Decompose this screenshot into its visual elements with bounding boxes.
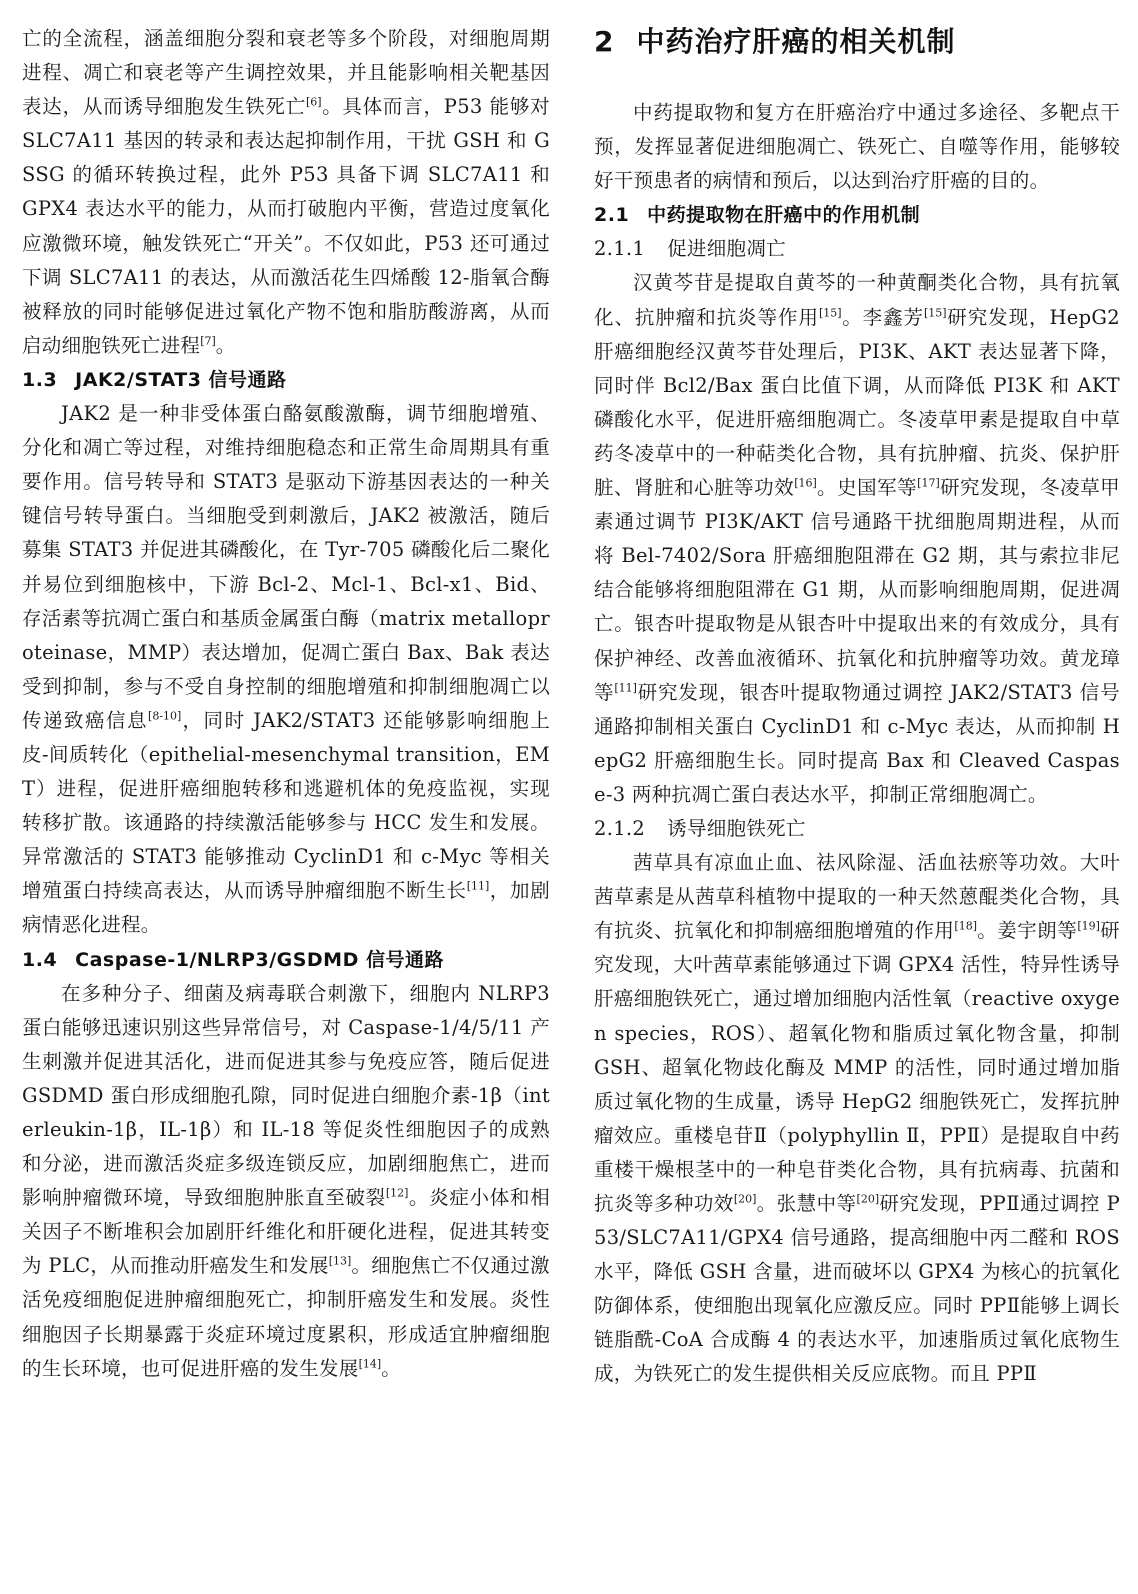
paragraph-continued [22, 22, 550, 363]
citation: [12] [385, 1186, 409, 1200]
paragraph-jak2 [22, 397, 550, 943]
citation: [19] [1077, 919, 1100, 933]
text-run: 在多种分子、细菌及病毒联合刺激下，细胞内 NLRP3 蛋白能够迅速识别这些异常信号，对 Caspase-1/4/5/11 产生刺激并促进其活化，进而促进其参与免疫应答，随后促进 GSDMD 蛋白形成细胞孔隙，同时促进白细胞介素-1β（interleukin-1β，IL-1β）和 IL-18 等促炎性细胞因子的成熟和分泌，进而激活炎症多级连锁反应，加剧细胞焦亡，进而影响肿瘤微环境，导致细胞肿胀直至破裂 [22, 981, 550, 1210]
paragraph-apoptosis [594, 266, 1120, 812]
section-heading-2-1 [594, 198, 1120, 232]
text-run: 。李鑫芳 [841, 305, 924, 329]
paragraph-ferroptosis [594, 846, 1120, 1392]
section-heading-1-4 [22, 943, 550, 977]
section-number: 2.1 [594, 204, 630, 227]
text-run: 研究发现，大叶茜草素能够通过下调 GPX4 活性，特异性诱导肝癌细胞铁死亡，通过增加细胞内活性氧（reactive oxygen species，ROS）、超氧化物和脂质过氧化物含量，抑制 GSH、超氧化物歧化酶及 MMP 的活性，同时通过增加脂质过氧化物的生成量，诱导 HepG2 细胞铁死亡，发挥抗肿瘤效应。重楼皂苷Ⅱ（polyphyllin Ⅱ，PPⅡ）是提取自中药重楼干燥根茎中的一种皂苷类化合物，具有抗病毒、抗菌和抗炎等多种功效 [594, 919, 1120, 1215]
text-run: 研究发现，HepG2 肝癌细胞经汉黄芩苷处理后，PI3K、AKT 表达显著下降，同时伴 Bcl2/Bax 蛋白比值下调，从而降低 PI3K 和 AKT 磷酸化水平，促进肝癌细胞凋亡。冬凌草甲素是提取自中草药冬凌草中的一种萜类化合物，具有抗肿瘤、抗炎、保护肝脏、肾脏和心脏等功效 [594, 305, 1121, 500]
text-run: 。张慧中等 [756, 1192, 857, 1215]
citation: [17] [917, 476, 940, 490]
citation: [13] [328, 1254, 352, 1268]
chapter-number: 2 [594, 25, 615, 58]
section-title: 中药提取物在肝癌中的作用机制 [647, 204, 921, 227]
text-run: 研究发现，冬凌草甲素通过调节 PI3K/AKT 信号通路干扰细胞周期进程，从而将 Bel-7402/Sora 肝癌细胞阻滞在 G2 期，其与索拉非尼结合能够将细胞阻滞在 G1 期，从而影响细胞周期，促进凋亡。银杏叶提取物是从银杏叶中提取出来的有效成分，具有保护神经、改善血液循环、抗氧化和抗肿瘤等功效。黄龙璋等 [594, 476, 1120, 704]
paragraph-nlrp3 [22, 977, 550, 1386]
citation: [14] [358, 1357, 382, 1371]
chapter-title: 中药治疗肝癌的相关机制 [636, 25, 956, 58]
citation: [20] [733, 1192, 757, 1206]
text-run: 茜草具有凉血止血、祛风除湿、活血祛瘀等功效。大叶茜草素是从茜草科植物中提取的一种天然蒽醌类化合物，具有抗炎、抗氧化和抑制癌细胞增殖的作用 [594, 851, 1120, 943]
text-run: 。炎症小体和相关因子不断堆积会加剧肝纤维化和肝硬化进程，促进其转变为 PLC，从而推动肝癌发生和发展 [22, 1186, 550, 1278]
citation: [6] [306, 95, 322, 109]
section-number: 1.4 [22, 948, 58, 971]
subsection-title: 诱导细胞铁死亡 [667, 816, 806, 840]
text-run: ，加剧病情恶化进程。 [22, 879, 550, 937]
text-run: 。史国军等 [816, 476, 918, 500]
text-run: 汉黄芩苷是提取自黄芩的一种黄酮类化合物，具有抗氧化、抗肿瘤和抗炎等作用 [594, 271, 1120, 329]
section-heading-1-3 [22, 363, 550, 397]
text-run: 研究发现，PPⅡ通过调控 P53/SLC7A11/GPX4 信号通路，提高细胞中丙二醛和 ROS 水平，降低 GSH 含量，进而破坏以 GPX4 为核心的抗氧化防御体系，使细胞出现氧化应激反应。同时 PPⅡ能够上调长链脂酰-CoA 合成酶 4 的表达水平，加速脂质过氧化底物生成，为铁死亡的发生提供相关反应底物。而且 PPⅡ [594, 1192, 1120, 1386]
section-number: 1.3 [22, 368, 58, 391]
text-run: 。姜宇朗等 [977, 919, 1078, 943]
citation: [15] [924, 306, 947, 320]
text-run: 。 [215, 333, 236, 357]
citation: [11] [466, 879, 490, 893]
subsection-number: 2.1.1 [594, 237, 646, 261]
citation: [11] [614, 681, 637, 695]
subsection-number: 2.1.2 [594, 816, 646, 840]
text-run: 研究发现，银杏叶提取物通过调控 JAK2/STAT3 信号通路抑制相关蛋白 CyclinD1 和 c-Myc 表达，从而抑制 HepG2 肝癌细胞生长。同时提高 Bax 和 Cleaved Caspase-3 两种抗凋亡蛋白表达水平，抑制正常细胞凋亡。 [594, 680, 1120, 806]
right-column [594, 22, 1120, 1392]
section-title: JAK2/STAT3 信号通路 [75, 368, 287, 391]
paragraph-intro: 中药提取物和复方在肝癌治疗中通过多途径、多靶点干预，发挥显著促进细胞凋亡、铁死亡、自噬等作用，能够较好干预患者的病情和预后，以达到治疗肝癌的目的。 [594, 101, 1120, 193]
subsection-heading-2-1-1 [594, 232, 1120, 266]
citation: [15] [818, 306, 842, 320]
subsection-title: 促进细胞凋亡 [667, 237, 786, 261]
citation: [8-10] [148, 709, 182, 723]
text-run: 。细胞焦亡不仅通过激活免疫细胞促进肿瘤细胞死亡，抑制肝癌发生和发展。炎性细胞因子长期暴露于炎症环境过度累积，形成适宜肿瘤细胞的生长环境，也可促进肝癌的发生发展 [22, 1254, 550, 1380]
text-run: 。具体而言，P53 能够对 SLC7A11 基因的转录和表达起抑制作用，干扰 GSH 和 GSSG 的循环转换过程，此外 P53 具备下调 SLC7A11 和 GPX4 表达水平的能力，从而打破胞内平衡，营造过度氧化应激微环境，触发铁死亡“开关”。不仅如此，P53 还可通过下调 SLC7A11 的表达，从而激活花生四烯酸 12-脂氧合酶被释放的同时能够促进过氧化产物不饱和脂肪酸游离，从而启动细胞铁死亡进程 [22, 95, 550, 357]
section-title: Caspase-1/NLRP3/GSDMD 信号通路 [75, 948, 444, 971]
subsection-heading-2-1-2 [594, 812, 1120, 846]
text-run: 亡的全流程，涵盖细胞分裂和衰老等多个阶段，对细胞周期进程、凋亡和衰老等产生调控效果，并且能影响相关靶基因表达，从而诱导细胞发生铁死亡 [22, 27, 550, 119]
citation: [18] [954, 919, 978, 933]
text-run: ，同时 JAK2/STAT3 还能够影响细胞上皮-间质转化（epithelial-mesenchymal transition，EMT）进程，促进肝癌细胞转移和逃避机体的免疫监视，实现转移扩散。该通路的持续激活能够参与 HCC 发生和发展。异常激活的 STAT3 能够推动 CyclinD1 和 c-Myc 等相关增殖蛋白持续高表达，从而诱导肿瘤细胞不断生长 [22, 708, 550, 903]
text-run: JAK2 是一种非受体蛋白酪氨酸激酶，调节细胞增殖、分化和凋亡等过程，对维持细胞稳态和正常生命周期具有重要作用。信号转导和 STAT3 是驱动下游基因表达的一种关键信号转导蛋白。当细胞受到刺激后，JAK2 被激活，随后募集 STAT3 并促进其磷酸化，在 Tyr-705 磷酸化后二聚化并易位到细胞核中，下游 Bcl-2、Mcl-1、Bcl-x1、Bid、存活素等抗凋亡蛋白和基质金属蛋白酶（matrix metalloproteinase，MMP）表达增加，促凋亡蛋白 Bax、Bak 表达受到抑制，参与不受自身控制的细胞增殖和抑制细胞凋亡以传递致癌信息 [22, 402, 550, 732]
text-run: 。 [381, 1356, 402, 1380]
citation: [20] [856, 1192, 880, 1206]
citation: [16] [794, 476, 817, 490]
left-column [22, 22, 550, 1386]
citation: [7] [200, 334, 216, 348]
chapter-heading-2 [594, 22, 1120, 62]
